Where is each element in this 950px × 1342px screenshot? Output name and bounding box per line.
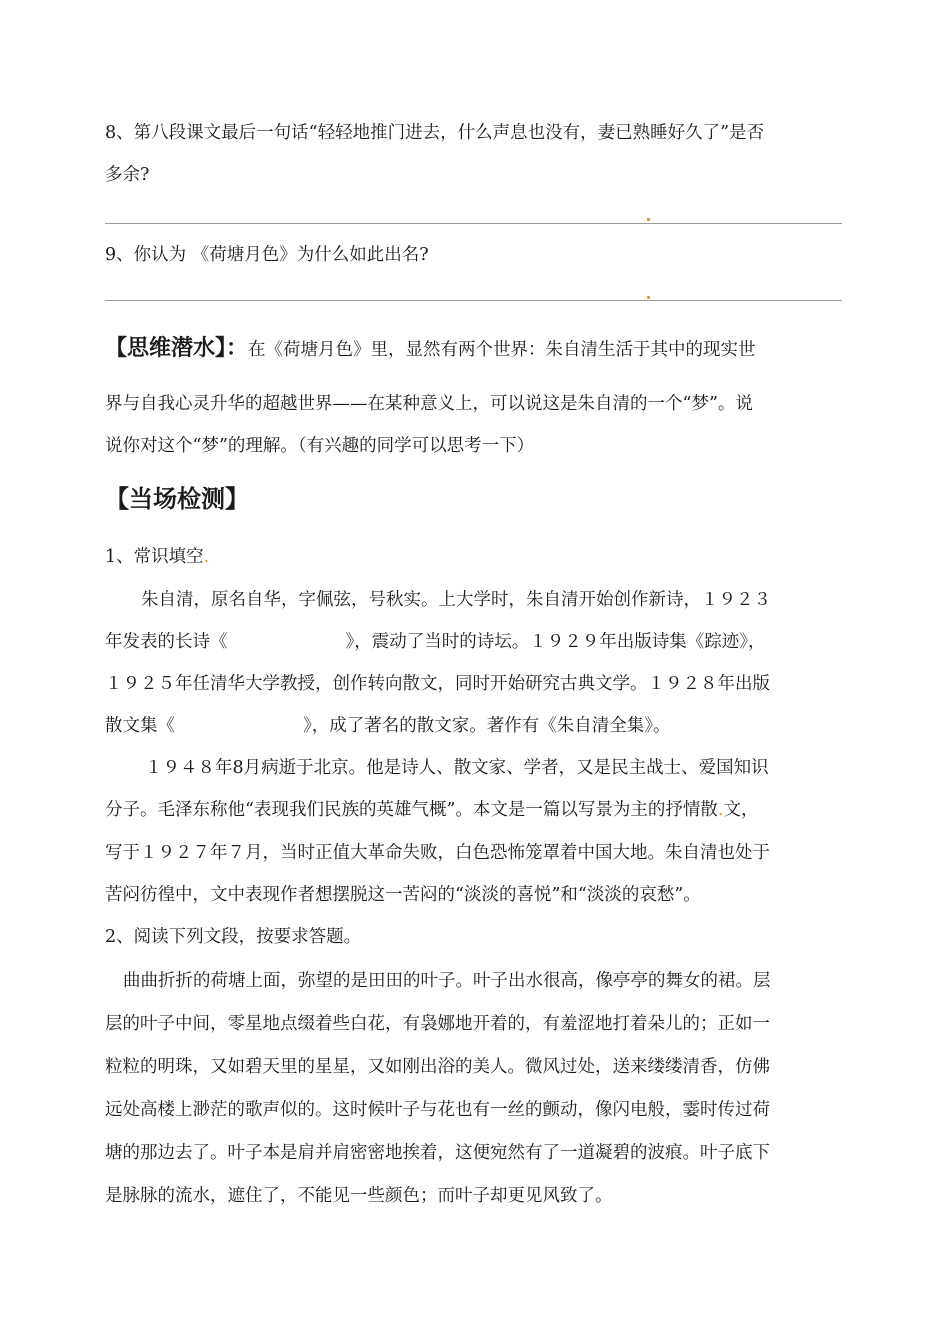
thinking-heading: 【思维潜水】：: [105, 336, 249, 361]
p2-line-2-start: 分子。毛泽东称他“表现我们民族的英雄气概”。本文是一篇以写景为主的抒情散: [105, 800, 718, 820]
test-heading: 【当场检测】: [105, 485, 249, 513]
item-1-title-text: 1、常识填空: [105, 547, 204, 567]
paragraph-2-line-1: １９４８年8月病逝于北京。他是诗人、散文家、学者，又是民主战士、爱国知识: [145, 758, 769, 778]
p1-line-2-start: 年发表的长诗《: [105, 632, 228, 652]
test-item-2-title: 2、阅读下列文段，按要求答题。: [105, 927, 362, 947]
p2-line-2-end: 文，: [723, 800, 759, 820]
passage-line-3: 粒粒的明珠，又如碧天里的星星，又如刚出浴的美人。微风过处，送来缕缕清香，仿佛: [105, 1057, 770, 1077]
paragraph-1-line-2: [105, 630, 766, 654]
test-item-1-title: [105, 545, 209, 569]
answer-line-marker: [647, 296, 650, 299]
answer-line-q9[interactable]: [105, 300, 842, 301]
paragraph-2-line-3: 写于１９２７年７月，当时正值大革命失败，白色恐怖笼罩着中国大地。朱自清也处于: [105, 843, 770, 863]
question-9-line-1: 9、你认为 《荷塘月色》为什么如此出名?: [105, 245, 429, 265]
passage-line-5: 塘的那边去了。叶子本是肩并肩密密地挨着，这便宛然有了一道凝碧的波痕。叶子底下: [105, 1143, 770, 1163]
passage-line-6: 是脉脉的流水，遮住了，不能见一些颜色；而叶子却更见风致了。: [105, 1186, 613, 1206]
passage-line-1: 曲曲折折的荷塘上面，弥望的是田田的叶子。叶子出水很高，像亭亭的舞女的裙。层: [123, 971, 771, 991]
p1-line-4-end: 》，成了著名的散文家。著作有《朱自清全集》。: [303, 716, 671, 736]
paragraph-1-line-4: [105, 714, 671, 738]
passage-line-2: 层的叶子中间，零星地点缀着些白花，有袅娜地开着的，有羞涩地打着朵儿的；正如一: [105, 1014, 770, 1034]
p1-line-2-end: 》，震动了当时的诗坛。１９２９年出版诗集《踪迹》，: [345, 632, 766, 652]
item-1-mark: .: [203, 547, 210, 567]
question-8-line-1: 8、第八段课文最后一句话“轻轻地推门进去，什么声息也没有，妻已熟睡好久了”是否: [105, 123, 765, 143]
thinking-paragraph-line-2: 界与自我心灵升华的超越世界——在某种意义上，可以说这是朱自清的一个“梦”。说: [105, 394, 753, 414]
thinking-paragraph-line-3: 说你对这个“梦”的理解。（有兴趣的同学可以思考一下）: [105, 436, 535, 456]
question-8-line-2: 多余?: [105, 165, 150, 185]
thinking-text-1: 在《荷塘月色》里，显然有两个世界：朱自清生活于其中的现实世: [248, 340, 756, 360]
thinking-paragraph-line-1: [105, 337, 756, 362]
p1-line-4-start: 散文集《: [105, 716, 175, 736]
p2-line-2-mark: .: [717, 800, 724, 820]
answer-line-marker: [647, 218, 650, 221]
answer-line-q8[interactable]: [105, 223, 842, 224]
paragraph-2-line-4: 苦闷彷徨中，文中表现作者想摆脱这一苦闷的“淡淡的喜悦”和“淡淡的哀愁”。: [105, 885, 701, 905]
paragraph-1-line-1: 朱自清，原名自华，字佩弦，号秋实。上大学时，朱自清开始创作新诗，１９２３: [141, 590, 771, 610]
paragraph-2-line-2: [105, 798, 758, 822]
paragraph-1-line-3: １９２５年任清华大学教授，创作转向散文，同时开始研究古典文学。１９２８年出版: [105, 674, 770, 694]
passage-line-4: 远处高楼上渺茫的歌声似的。这时候叶子与花也有一丝的颤动，像闪电般，霎时传过荷: [105, 1100, 770, 1120]
